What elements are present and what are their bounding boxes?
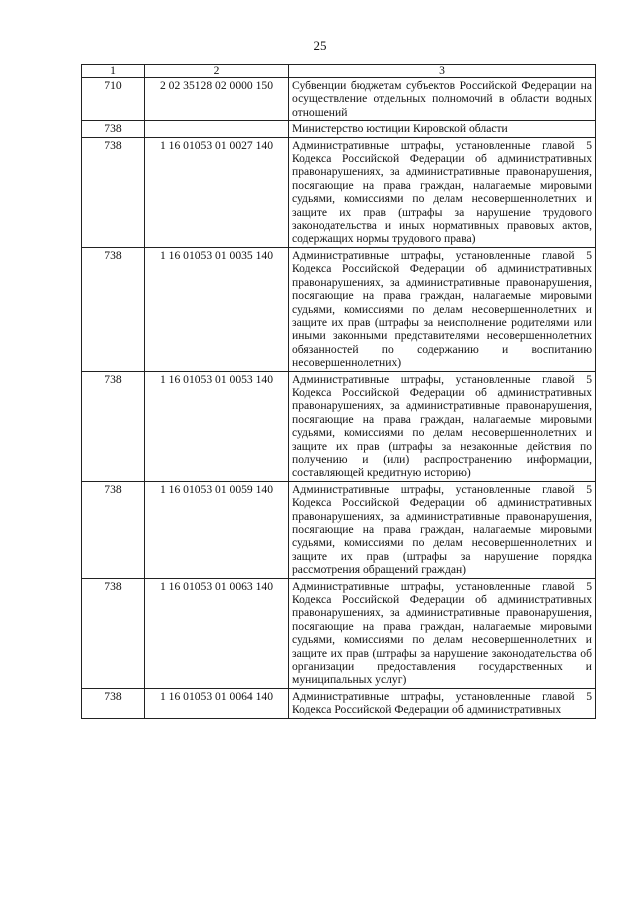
table-row [82,578,596,688]
table-row [82,371,596,481]
revenue-name-cell: Административные штрафы, установленные главой 5 Кодекса Российской Федерации об административных правонарушениях, за административные правонарушения, посягающие на права граждан, налагаемые мировыми судьями, комиссиями по делам несовершеннолетних и защите их прав (штрафы за нарушение порядка рассмотрения обращений граждан) [289,481,596,578]
budget-code-cell: 1 16 01053 01 0064 140 [145,688,289,718]
admin-code-cell: 738 [82,121,145,137]
table-row [82,688,596,718]
revenue-table [81,64,596,719]
admin-code-cell: 738 [82,481,145,578]
revenue-name-cell: Субвенции бюджетам субъектов Российской Федерации на осуществление отдельных полномочий в области водных отношений [289,78,596,121]
revenue-name-cell: Административные штрафы, установленные главой 5 Кодекса Российской Федерации об административных правонарушениях, за административные правонарушения, посягающие на права граждан, налагаемые мировыми судьями, комиссиями по делам несовершеннолетних и защите их прав (штрафы за незаконные действия по получению и (или) распространению информации, составляющей кредитную историю) [289,371,596,481]
page-number: 25 [313,38,327,53]
table-row [82,137,596,247]
budget-code-cell: 2 02 35128 02 0000 150 [145,78,289,121]
revenue-name-cell: Министерство юстиции Кировской области [289,121,596,137]
table-row [82,481,596,578]
admin-code-cell: 738 [82,688,145,718]
column-header: 1 [82,65,145,78]
admin-code-cell: 738 [82,247,145,371]
revenue-name-cell: Административные штрафы, установленные главой 5 Кодекса Российской Федерации об административных правонарушениях, за административные правонарушения, посягающие на права граждан, налагаемые мировыми судьями, комиссиями по делам несовершеннолетних и защите их прав (штрафы за неисполнение родителями или иными законными представителями несовершеннолетних обязанностей по содержанию и воспитанию несовершеннолетних) [289,247,596,371]
budget-code-cell: 1 16 01053 01 0035 140 [145,247,289,371]
budget-code-cell [145,121,289,137]
budget-code-cell: 1 16 01053 01 0063 140 [145,578,289,688]
column-header: 2 [145,65,289,78]
budget-code-cell: 1 16 01053 01 0059 140 [145,481,289,578]
admin-code-cell: 738 [82,578,145,688]
revenue-name-cell: Административные штрафы, установленные главой 5 Кодекса Российской Федерации об административных правонарушениях, за административные правонарушения, посягающие на права граждан, налагаемые мировыми судьями, комиссиями по делам несовершеннолетних и защите их прав (штрафы за нарушение законодательства об организации предоставления государственных и муниципальных услуг) [289,578,596,688]
admin-code-cell: 738 [82,137,145,247]
table-row [82,121,596,137]
revenue-name-cell: Административные штрафы, установленные главой 5 Кодекса Российской Федерации об административных правонарушениях, за административные правонарушения, посягающие на права граждан, налагаемые мировыми судьями, комиссиями по делам несовершеннолетних и защите их прав (штрафы за нарушение трудового законодательства и иных нормативных правовых актов, содержащих нормы трудового права) [289,137,596,247]
table-row [82,247,596,371]
column-header: 3 [289,65,596,78]
admin-code-cell: 710 [82,78,145,121]
budget-code-cell: 1 16 01053 01 0027 140 [145,137,289,247]
table-row [82,78,596,121]
table-header-row [82,65,596,78]
revenue-name-cell: Административные штрафы, установленные главой 5 Кодекса Российской Федерации об административных [289,688,596,718]
budget-code-cell: 1 16 01053 01 0053 140 [145,371,289,481]
admin-code-cell: 738 [82,371,145,481]
